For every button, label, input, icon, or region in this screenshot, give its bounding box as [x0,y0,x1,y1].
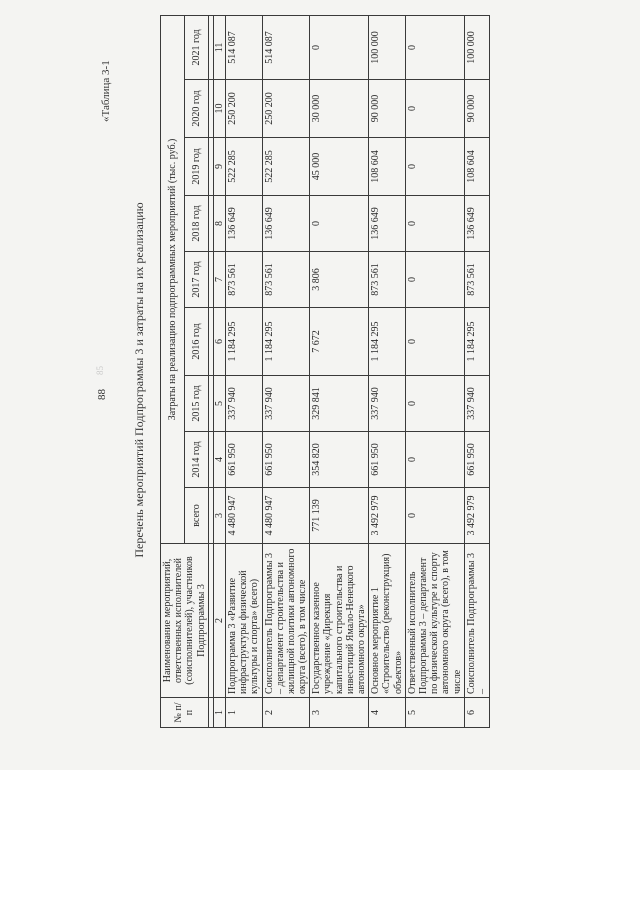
faint-page-number: 85 [95,366,105,375]
row-year-value: 136 649 [369,196,406,252]
row-year-value: 100 000 [369,15,406,79]
row-year-value: 337 940 [225,376,262,432]
header-year: 2017 год [184,252,208,308]
row-year-value: 136 649 [464,196,489,252]
row-year-value: 873 561 [464,252,489,308]
row-year-value: 108 604 [464,138,489,196]
row-number: 4 [369,698,406,728]
row-year-value: 0 [405,80,464,138]
row-year-value: 661 950 [225,432,262,488]
row-number: 3 [310,698,369,728]
column-number: 6 [213,308,225,376]
table-row [262,15,310,727]
table-row [310,15,369,727]
header-num: № п/п [161,698,209,728]
row-year-value: 0 [405,15,464,79]
row-year-value: 0 [405,308,464,376]
row-total: 0 [405,488,464,544]
row-year-value: 661 950 [464,432,489,488]
row-number: 5 [405,698,464,728]
row-year-value: 337 940 [262,376,310,432]
row-year-value: 3 806 [310,252,369,308]
header-costs: Затраты на реализацию подпрограммных мероприятий (тыс. руб.) [161,15,185,543]
column-number: 1 [213,698,225,728]
row-total: 4 480 947 [262,488,310,544]
row-year-value: 250 200 [262,80,310,138]
column-number: 2 [213,544,225,698]
row-year-value: 30 000 [310,80,369,138]
header-year: 2021 год [184,15,208,79]
page-number: 88 [96,389,108,400]
costs-table [160,15,490,728]
row-year-value: 0 [405,376,464,432]
header-year: 2015 год [184,376,208,432]
header-year: 2018 год [184,196,208,252]
row-year-value: 0 [310,196,369,252]
header-year: 2019 год [184,138,208,196]
row-year-value: 0 [405,138,464,196]
row-total: 3 492 979 [464,488,489,544]
table-row [369,15,406,727]
row-name: Подпрограмма 3 «Развитие инфраструктуры физической культуры и спорта» (всего) [225,544,262,698]
table-row [225,15,262,727]
row-year-value: 522 285 [225,138,262,196]
row-year-value: 108 604 [369,138,406,196]
row-year-value: 354 820 [310,432,369,488]
header-row-1 [161,15,185,727]
row-name: Государственное казенное учреждение «Дирекция капитального строительства и инвестиций Ямало-Ненецкого автономного округа» [310,544,369,698]
column-number-row [213,15,225,727]
row-year-value: 136 649 [225,196,262,252]
row-name: Соисполнитель Подпрограммы 3 – департамент строительства и жилищной политики автономного округа (всего), в том числе [262,544,310,698]
row-name: Основное мероприятие 1 «Строительство (реконструкция) объектов» [369,544,406,698]
row-year-value: 0 [405,252,464,308]
row-year-value: 0 [405,432,464,488]
row-year-value: 873 561 [369,252,406,308]
row-total: 4 480 947 [225,488,262,544]
column-number: 9 [213,138,225,196]
row-year-value: 7 672 [310,308,369,376]
column-number: 3 [213,488,225,544]
row-year-value: 0 [405,196,464,252]
row-number: 1 [225,698,262,728]
column-number: 5 [213,376,225,432]
row-year-value: 337 940 [464,376,489,432]
blank-margin [0,770,640,905]
row-number: 2 [262,698,310,728]
column-number: 11 [213,15,225,79]
header-year: 2020 год [184,80,208,138]
row-year-value: 100 000 [464,15,489,79]
row-year-value: 90 000 [369,80,406,138]
header-year: 2014 год [184,432,208,488]
row-year-value: 337 940 [369,376,406,432]
header-total: всего [184,488,208,544]
row-year-value: 45 000 [310,138,369,196]
row-number: 6 [464,698,489,728]
row-name: Соисполнитель Подпрограммы 3 – [464,544,489,698]
row-year-value: 522 285 [262,138,310,196]
row-year-value: 250 200 [225,80,262,138]
column-number: 8 [213,196,225,252]
row-year-value: 661 950 [369,432,406,488]
column-number: 4 [213,432,225,488]
row-year-value: 1 184 295 [225,308,262,376]
table-row [405,15,464,727]
row-total: 771 139 [310,488,369,544]
table-caption: Перечень мероприятий Подпрограммы 3 и затраты на их реализацию [132,202,146,558]
row-year-value: 90 000 [464,80,489,138]
row-year-value: 661 950 [262,432,310,488]
row-year-value: 0 [310,15,369,79]
header-name: Наименование мероприятий, ответственных исполнителей (соисполнителей), участников Подпрограммы 3 [161,544,209,698]
row-year-value: 329 841 [310,376,369,432]
row-total: 3 492 979 [369,488,406,544]
row-year-value: 514 087 [225,15,262,79]
row-name: Ответственный исполнитель Подпрограммы 3 – департамент по физической культуре и спорту автономного округа (всего), в том числе [405,544,464,698]
table-label: «Таблица 3-1 [100,60,112,122]
row-year-value: 873 561 [262,252,310,308]
row-year-value: 873 561 [225,252,262,308]
row-year-value: 136 649 [262,196,310,252]
row-year-value: 514 087 [262,15,310,79]
column-number: 10 [213,80,225,138]
row-year-value: 1 184 295 [464,308,489,376]
header-year: 2016 год [184,308,208,376]
table-row [464,15,489,727]
row-year-value: 1 184 295 [262,308,310,376]
column-number: 7 [213,252,225,308]
row-year-value: 1 184 295 [369,308,406,376]
